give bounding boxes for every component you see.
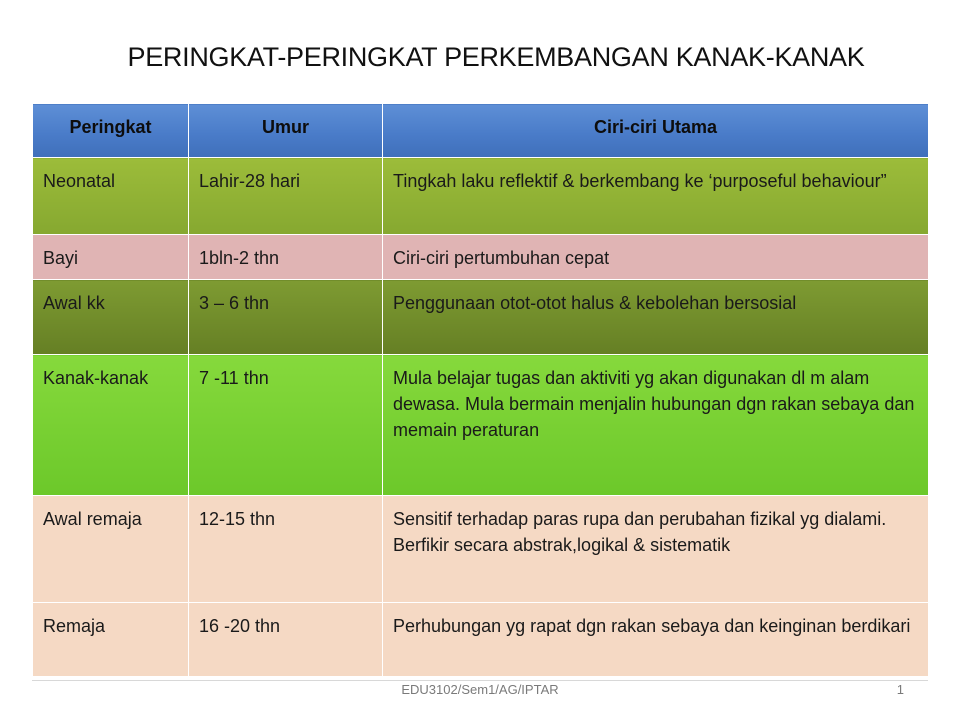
stage-cell: Kanak-kanak [33,355,189,496]
slide-footer [32,680,928,701]
header-stage: Peringkat [33,104,189,158]
stage-cell: Bayi [33,235,189,280]
stage-cell: Remaja [33,603,189,677]
stage-cell: Awal kk [33,280,189,355]
slide-title: PERINGKAT-PERINGKAT PERKEMBANGAN KANAK-KANAK [127,42,865,72]
stage-cell: Neonatal [33,158,189,235]
table-row [33,603,929,677]
header-traits: Ciri-ciri Utama [383,104,929,158]
age-cell: 1bln-2 thn [189,235,383,280]
age-cell: 3 – 6 thn [189,280,383,355]
table-row [33,158,929,235]
age-cell: 16 -20 thn [189,603,383,677]
age-cell: Lahir-28 hari [189,158,383,235]
traits-cell: Mula belajar tugas dan aktiviti yg akan digunakan dl m alam dewasa. Mula bermain menjalin hubungan dgn rakan sebaya dan memain peraturan [383,355,929,496]
age-cell: 7 -11 thn [189,355,383,496]
traits-cell: Perhubungan yg rapat dgn rakan sebaya dan keinginan berdikari [383,603,929,677]
traits-cell: Tingkah laku reflektif & berkembang ke ‘purposeful behaviour” [383,158,929,235]
stage-cell: Awal remaja [33,496,189,603]
table-row [33,280,929,355]
traits-cell: Ciri-ciri pertumbuhan cepat [383,235,929,280]
table-row [33,235,929,280]
table-row [33,496,929,603]
page-number: 1 [896,682,904,697]
traits-cell: Sensitif terhadap paras rupa dan perubahan fizikal yg dialami. Berfikir secara abstrak,logikal & sistematik [383,496,929,603]
table-row [33,355,929,496]
age-cell: 12-15 thn [189,496,383,603]
footer-text: EDU3102/Sem1/AG/IPTAR [401,682,559,697]
table-header-row [33,104,929,158]
header-age: Umur [189,104,383,158]
development-stages-table [32,103,929,677]
traits-cell: Penggunaan otot-otot halus & kebolehan bersosial [383,280,929,355]
